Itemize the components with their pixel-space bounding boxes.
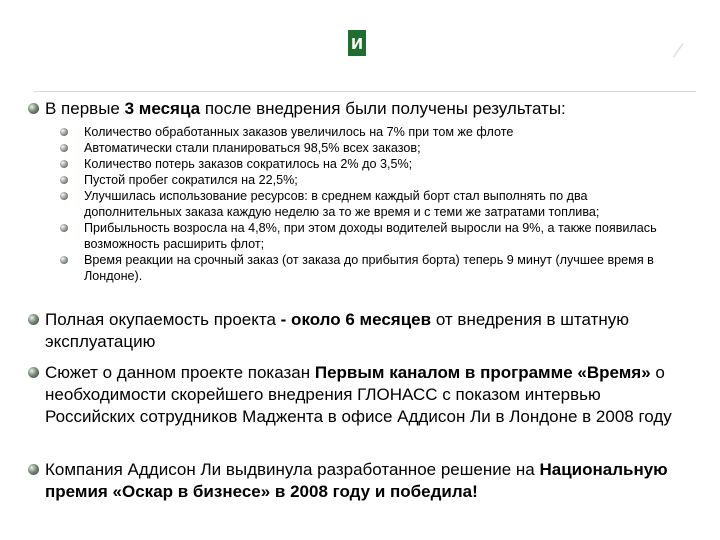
bold-run: Национальную премия «Оскар в бизнесе» в 2008 году и победила! — [45, 460, 668, 501]
list-item — [60, 188, 680, 220]
bold-run: Первым каналом в программе «Время» — [314, 363, 651, 382]
sub-bullet-icon — [60, 128, 68, 136]
text-run: о необходимости скорейшего внедрения ГЛОНАСС с показом интервью Российских сотрудников Маджента в офисе Аддисон Ли в Лондоне в 2008 году — [45, 363, 672, 426]
text-run: после внедрения были получены результаты: — [200, 99, 566, 118]
list-item-text: Прибыльность возросла на 4,8%, при этом доходы водителей выросли на 9%, а также появилась возможность расширить флот; — [84, 221, 657, 251]
bullet-results-intro — [28, 98, 688, 120]
list-item-text: Время реакции на срочный заказ (от заказа до прибытия борта) теперь 9 минут (лучшее время в Лондоне). — [84, 253, 654, 283]
header-band — [0, 0, 720, 88]
bullet-tv-coverage — [28, 362, 688, 428]
slide-title-fragment: и — [348, 30, 366, 56]
text-run: Сюжет о данном проекте показан — [45, 363, 315, 382]
header-divider — [34, 91, 696, 92]
list-item — [60, 172, 680, 188]
list-item-text: Улучшилась использование ресурсов: в среднем каждый борт стал выполнять по два дополнительных заказа каждую неделю за то же время и с теми же затратами топлива; — [84, 189, 600, 219]
list-item-text: Пустой пробег сократился на 22,5%; — [84, 173, 298, 187]
bullet-text — [45, 309, 688, 353]
list-item-text: Автоматически стали планироваться 98,5% всех заказов; — [84, 141, 421, 155]
bullet-dot-icon — [28, 103, 39, 114]
text-run: Полная окупаемость проекта — [45, 310, 281, 329]
bold-run: 3 месяца — [124, 99, 201, 118]
bullet-dot-icon — [28, 314, 39, 325]
sub-bullet-icon — [60, 176, 68, 184]
bullet-payback — [28, 309, 688, 353]
sub-bullet-icon — [60, 192, 68, 200]
sub-bullet-icon — [60, 224, 68, 232]
sub-bullet-icon — [60, 160, 68, 168]
sub-bullet-icon — [60, 144, 68, 152]
sub-bullet-icon — [60, 256, 68, 264]
bullet-text — [45, 362, 688, 428]
bullet-text — [45, 98, 688, 120]
bold-run: - около 6 месяцев — [280, 310, 432, 329]
bullet-award — [28, 459, 688, 503]
list-item-text: Количество потерь заказов сократилось на 2% до 3,5%; — [84, 157, 413, 171]
list-item — [60, 124, 680, 140]
list-item — [60, 220, 680, 252]
bullet-text — [45, 459, 688, 503]
text-run: от внедрения в штатную эксплуатацию — [45, 310, 630, 351]
results-list — [60, 124, 680, 284]
list-item — [60, 156, 680, 172]
list-item — [60, 252, 680, 284]
corner-decoration: / — [671, 37, 686, 64]
bullet-dot-icon — [28, 367, 39, 378]
text-run: В первые — [45, 99, 125, 118]
bullet-dot-icon — [28, 464, 39, 475]
text-run: Компания Аддисон Ли выдвинула разработанное решение на — [45, 460, 540, 479]
list-item — [60, 140, 680, 156]
list-item-text: Количество обработанных заказов увеличилось на 7% при том же флоте — [84, 125, 514, 139]
